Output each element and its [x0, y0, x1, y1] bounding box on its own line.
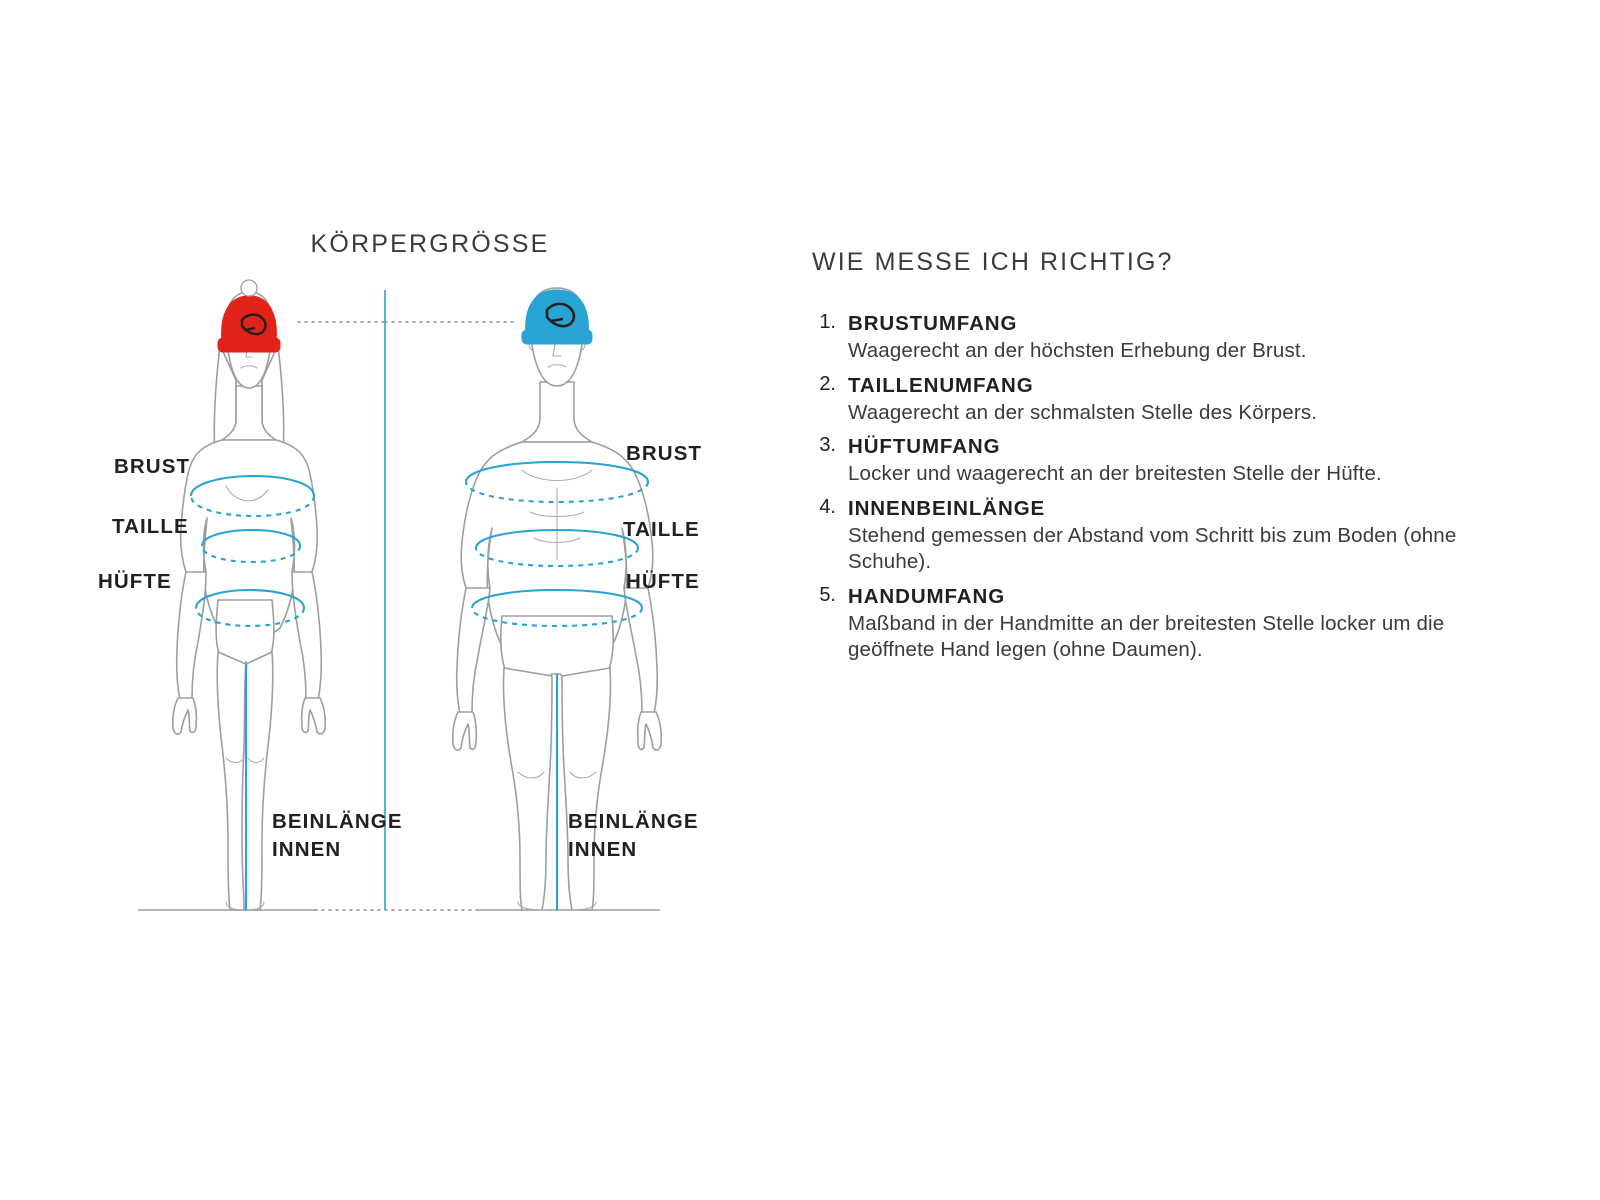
instruction-term-5: HANDUMFANG: [848, 584, 1006, 608]
male-inseam-label-line2: INNEN: [568, 838, 638, 861]
instruction-desc-5: Maßband in der Handmitte an der breitesten Stelle locker um die geöffnete Hand legen (ohne Daumen).: [848, 611, 1445, 661]
female-hip-label: HÜFTE: [98, 570, 172, 593]
female-hat: [218, 280, 280, 352]
female-inseam-label-line2: INNEN: [272, 838, 342, 861]
figures-illustration: [60, 260, 780, 950]
instruction-term-4: INNENBEINLÄNGE: [848, 496, 1046, 520]
female-arm-left: [177, 572, 206, 701]
instruction-item-1: [812, 311, 1532, 365]
instruction-item-2: [812, 373, 1532, 427]
figures-svg: [60, 260, 780, 950]
body-measurement-diagram: [60, 230, 780, 950]
instructions-list: [812, 311, 1532, 664]
diagram-title: KÖRPERGRÖSSE: [310, 230, 550, 258]
female-waist-label: TAILLE: [112, 515, 189, 538]
female-inseam-label-line1: BEINLÄNGE: [272, 810, 403, 833]
instruction-number-3: 3.: [819, 434, 836, 456]
instruction-item-5: [812, 584, 1532, 664]
male-hand-left: [453, 712, 477, 750]
instruction-number-4: 4.: [819, 495, 836, 518]
instruction-number-2: 2.: [819, 372, 836, 395]
instruction-item-4: [812, 496, 1532, 576]
instruction-desc-3: Locker und waagerecht an der breitesten Stelle der Hüfte.: [848, 462, 1382, 485]
instructions-title: WIE MESSE ICH RICHTIG?: [812, 248, 1174, 276]
male-waist-label: TAILLE: [623, 518, 700, 541]
male-arm-right: [624, 588, 657, 715]
instruction-term-1: BRUSTUMFANG: [848, 312, 1018, 335]
male-hand-right: [638, 712, 662, 750]
instruction-desc-2: Waagerecht an der schmalsten Stelle des Körpers.: [848, 400, 1318, 424]
male-chest-label: BRUST: [626, 442, 703, 465]
instruction-item-3: [812, 434, 1532, 488]
female-hat-pompom: [241, 280, 257, 296]
female-hand-left: [173, 698, 197, 734]
female-arm-right: [292, 572, 321, 701]
male-leg-right: [562, 668, 611, 910]
instruction-desc-1: Waagerecht an der höchsten Erhebung der Brust.: [848, 339, 1307, 362]
female-hand-right: [302, 698, 326, 734]
male-leg-left: [503, 668, 552, 910]
male-arm-left: [457, 588, 490, 715]
instruction-number-5: 5.: [819, 583, 836, 606]
instruction-desc-4: Stehend gemessen der Abstand vom Schritt bis zum Boden (ohne Schuhe).: [848, 523, 1457, 573]
instruction-term-3: HÜFTUMFANG: [848, 435, 1001, 458]
male-hip-label: HÜFTE: [626, 570, 700, 593]
instruction-term-2: TAILLENUMFANG: [848, 373, 1034, 397]
male-hat: [522, 290, 592, 344]
male-neck: [522, 382, 592, 442]
female-chest-label: BRUST: [114, 455, 191, 478]
instructions-panel: [812, 248, 1532, 672]
instruction-number-1: 1.: [819, 311, 836, 333]
male-inseam-label-line1: BEINLÄNGE: [568, 810, 699, 833]
